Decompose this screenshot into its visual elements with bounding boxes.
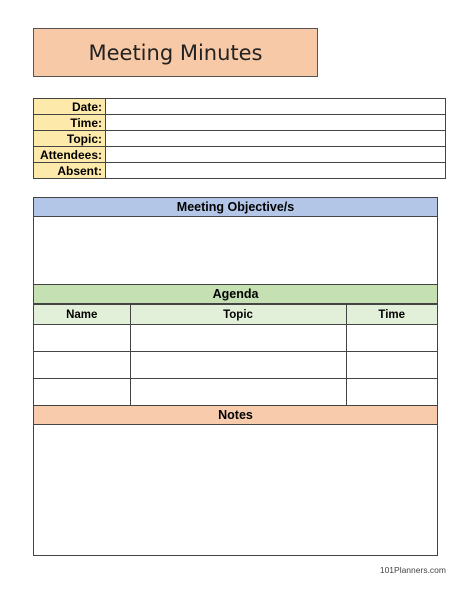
- agenda-table: [34, 304, 437, 405]
- info-row-topic: [34, 131, 446, 147]
- notes-header: Notes: [34, 405, 437, 425]
- topic-label: Topic:: [34, 131, 106, 147]
- objective-area[interactable]: [34, 217, 437, 284]
- info-row-attendees: [34, 147, 446, 163]
- attendees-label: Attendees:: [34, 147, 106, 163]
- agenda-cell-name[interactable]: [34, 379, 130, 406]
- info-row-time: [34, 115, 446, 131]
- agenda-col-topic: Topic: [130, 305, 346, 325]
- objective-header: Meeting Objective/s: [34, 198, 437, 217]
- absent-label: Absent:: [34, 163, 106, 179]
- absent-field[interactable]: [106, 163, 446, 179]
- agenda-cell-name[interactable]: [34, 325, 130, 352]
- agenda-cell-topic[interactable]: [130, 379, 346, 406]
- time-field[interactable]: [106, 115, 446, 131]
- footer-credit: 101Planners.com: [379, 565, 446, 575]
- agenda-cell-time[interactable]: [346, 379, 437, 406]
- agenda-cell-topic[interactable]: [130, 325, 346, 352]
- agenda-cell-name[interactable]: [34, 352, 130, 379]
- info-table: [33, 98, 446, 179]
- notes-area[interactable]: [34, 425, 437, 560]
- topic-field[interactable]: [106, 131, 446, 147]
- date-label: Date:: [34, 99, 106, 115]
- table-row: [34, 379, 437, 406]
- info-row-absent: [34, 163, 446, 179]
- agenda-cell-time[interactable]: [346, 325, 437, 352]
- minutes-form: [33, 197, 438, 556]
- agenda-col-time: Time: [346, 305, 437, 325]
- agenda-header-row: [34, 305, 437, 325]
- date-field[interactable]: [106, 99, 446, 115]
- table-row: [34, 352, 437, 379]
- time-label: Time:: [34, 115, 106, 131]
- attendees-field[interactable]: [106, 147, 446, 163]
- agenda-header: Agenda: [34, 284, 437, 304]
- agenda-cell-topic[interactable]: [130, 352, 346, 379]
- agenda-cell-time[interactable]: [346, 352, 437, 379]
- table-row: [34, 325, 437, 352]
- info-row-date: [34, 99, 446, 115]
- agenda-col-name: Name: [34, 305, 130, 325]
- page-title: Meeting Minutes: [33, 28, 318, 77]
